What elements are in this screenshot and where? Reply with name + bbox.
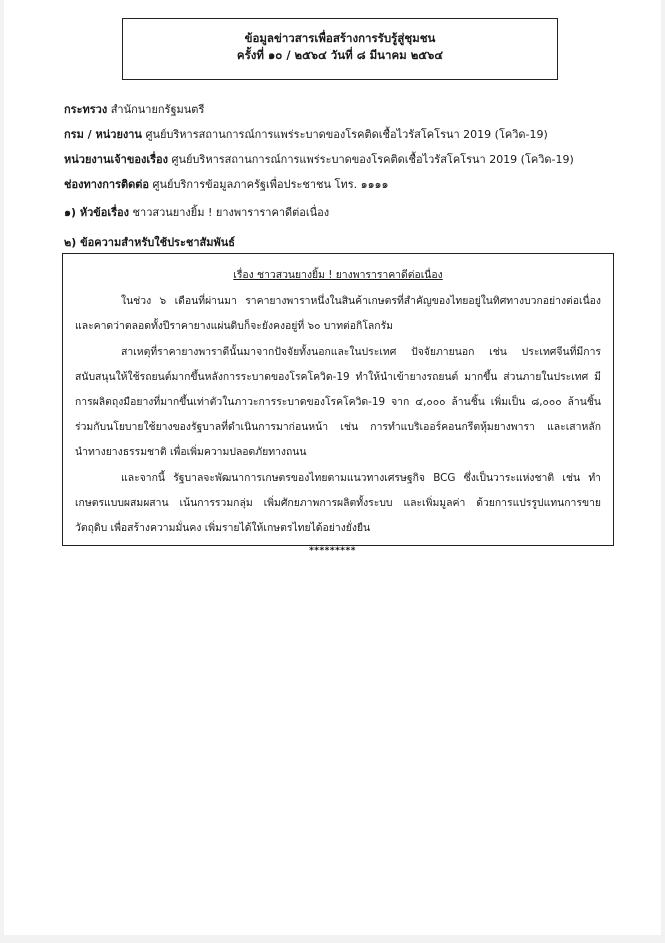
topic-value: ชาวสวนยางยิ้ม ! ยางพาราราคาดีต่อเนื่อง: [132, 206, 330, 219]
contact-label: ช่องทางการติดต่อ: [64, 178, 150, 191]
topic-row: [64, 203, 329, 221]
content-paragraph: สาเหตุที่ราคายางพาราดีนั้นมาจากปัจจัยทั้งนอกและในประเทศ ปัจจัยภายนอก เช่น ประเทศจีนที่มีการสนับสนุนให้ใช้รถยนต์มากขึ้นหลังการระบาดของโรคโควิด-19 ทำให้นำเข้ายางรถยนต์ มากขึ้น ส่วนภายในประเทศ มีการผลิตถุงมือยางที่มากขึ้นเท่าตัวในภาวะการระบาดของโรคโควิด-19 จาก ๔,๐๐๐ ล้านชิ้น เพิ่มเป็น ๘,๐๐๐ ล้านชิ้น ร่วมกับนโยบายใช้ยางของรัฐบาลที่ดำเนินการมาก่อนหน้า เช่น การทำแบริเออร์คอนกรีตหุ้มยางพารา และเสาหลักนำทางยางธรรมชาติ เพื่อเพิ่มความปลอดภัยทางถนน: [75, 345, 601, 459]
ministry-label: กระทรวง: [64, 103, 108, 116]
content-title: เรื่อง ชาวสวนยางยิ้ม ! ยางพาราราคาดีต่อเนื่อง: [233, 269, 443, 281]
document-page: [4, 0, 661, 935]
header-subtitle: ครั้งที่ ๑๐ / ๒๕๖๔ วันที่ ๘ มีนาคม ๒๕๖๔: [236, 48, 444, 62]
contact-value: ศูนย์บริการข้อมูลภาครัฐเพื่อประชาชน โทร. ๑๑๑๑: [152, 178, 389, 191]
metadata-section: [64, 97, 624, 197]
owner-row: [64, 147, 624, 172]
owner-value: ศูนย์บริหารสถานการณ์การแพร่ระบาดของโรคติดเชื้อไวรัสโคโรนา 2019 (โควิด-19): [171, 153, 574, 166]
content-box: [62, 253, 614, 546]
content-paragraph: และจากนี้ รัฐบาลจะพัฒนาการเกษตรของไทยตามแนวทางเศรษฐกิจ BCG ซึ่งเป็นวาระแห่งชาติ เช่น ทำเกษตรแบบผสมผสาน เน้นการรวมกลุ่ม เพิ่มศักยภาพการผลิตทั้งระบบ และเพิ่มมูลค่า ด้วยการแปรรูปแทนการขายวัตถุดิบ เพื่อสร้างความมั่นคง เพิ่มรายได้ให้เกษตรไทยได้อย่างยั่งยืน: [75, 471, 601, 535]
end-marker: *********: [309, 546, 356, 556]
ministry-row: [64, 97, 624, 122]
department-value: ศูนย์บริหารสถานการณ์การแพร่ระบาดของโรคติดเชื้อไวรัสโคโรนา 2019 (โควิด-19): [145, 128, 548, 141]
content-paragraph: ในช่วง ๖ เดือนที่ผ่านมา ราคายางพาราหนึ่งในสินค้าเกษตรที่สำคัญของไทยอยู่ในทิศทางบวกอย่างต่อเนื่อง และคาดว่าตลอดทั้งปีราคายางแผ่นดิบก็จะยังคงอยู่ที่ ๖๐ บาทต่อกิโลกรัม: [75, 295, 601, 333]
topic-label: ๑) หัวข้อเรื่อง: [64, 206, 130, 219]
ministry-value: สำนักนายกรัฐมนตรี: [110, 103, 205, 116]
department-row: [64, 122, 624, 147]
header-title: ข้อมูลข่าวสารเพื่อสร้างการรับรู้สู่ชุมชน: [244, 31, 436, 45]
department-label: กรม / หน่วยงาน: [64, 128, 142, 141]
public-relations-label: ๒) ข้อความสำหรับใช้ประชาสัมพันธ์: [64, 236, 235, 249]
contact-row: [64, 172, 624, 197]
header-box: [122, 18, 558, 80]
owner-label: หน่วยงานเจ้าของเรื่อง: [64, 153, 168, 166]
